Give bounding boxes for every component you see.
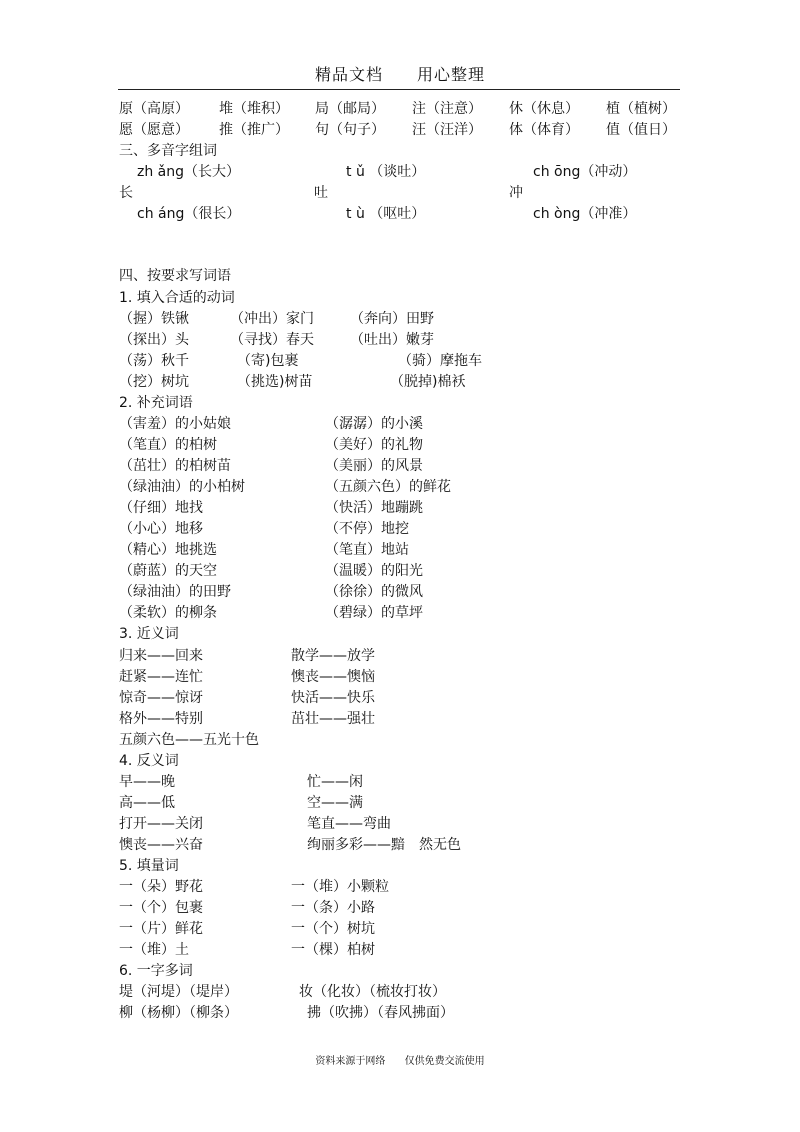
supplement-row	[0, 498, 423, 519]
verb-phrase: （探出）头	[119, 332, 189, 348]
measure-row	[0, 919, 375, 940]
antonym-pair: 空——满	[307, 795, 363, 811]
supplement-phrase: （精心）地挑选	[119, 542, 217, 558]
header-divider	[118, 89, 680, 90]
antonym-pair: 笔直——弯曲	[307, 816, 391, 832]
footer-source: 资料来源于网络	[315, 1056, 386, 1067]
section4-heading: 四、按要求写词语	[119, 268, 231, 284]
antonym-pair: 早——晚	[119, 774, 175, 790]
synonym-row	[0, 709, 375, 730]
synonym-pair: 懊丧——懊恼	[291, 669, 375, 685]
supplement-phrase: （温暖）的阳光	[325, 563, 423, 579]
verb-phrase: （脱掉)棉袄	[390, 374, 466, 390]
section3-heading: 三、多音字组词	[119, 143, 217, 159]
antonym-pair: 绚丽多彩——黯 然无色	[307, 837, 461, 853]
verb-phrase: （寻找）春天	[230, 332, 314, 348]
polyphone-reading: ch òng（冲准）	[533, 206, 637, 222]
measure-phrase: 一（个）树坑	[291, 921, 375, 937]
group-cell: 汪（汪洋）	[412, 122, 482, 138]
verbs-row	[0, 351, 482, 372]
supplement-phrase: （美丽）的风景	[325, 458, 423, 474]
supplement-phrase: （笔直）地站	[325, 542, 409, 558]
verb-phrase: （挑选)树苗	[237, 374, 313, 390]
antonym-pair: 高——低	[119, 795, 175, 811]
antonym-row	[0, 835, 461, 856]
multi-row	[0, 1003, 454, 1024]
synonym-pair: 快活——快乐	[291, 690, 375, 706]
supplement-phrase: （蔚蓝）的天空	[119, 563, 217, 579]
antonym-row	[0, 793, 363, 814]
supplement-heading: 2. 补充词语	[119, 395, 193, 411]
polyphone-reading: zh ǎng（长大）	[137, 164, 241, 180]
measure-row	[0, 940, 375, 961]
measure-row	[0, 877, 389, 898]
supplement-phrase: （碧绿）的草坪	[325, 605, 423, 621]
measure-row	[0, 898, 375, 919]
polyphone-top-row	[0, 162, 637, 183]
header-title-left: 精品文档	[314, 65, 383, 84]
antonym-pair: 打开——关闭	[119, 816, 203, 832]
synonym-pair: 归来——回来	[119, 648, 203, 664]
groups-row-1	[0, 99, 676, 120]
synonym-pair: 赶紧——连忙	[119, 669, 203, 685]
synonym-pair: 惊奇——惊讶	[119, 690, 203, 706]
multi-phrase: 拂（吹拂）（春风拂面）	[307, 1005, 454, 1021]
polyphone-char: 长	[119, 185, 133, 201]
verbs-row	[0, 372, 466, 393]
group-cell: 值（值日）	[606, 122, 676, 138]
supplement-row	[0, 561, 423, 582]
page-footer	[0, 1052, 800, 1067]
measure-heading: 5. 填量词	[119, 858, 179, 874]
supplement-phrase: （绿油油）的小柏树	[119, 479, 245, 495]
verb-phrase: （冲出）家门	[230, 311, 314, 327]
measure-phrase: 一（堆）土	[119, 942, 189, 958]
supplement-phrase: （笔直）的柏树	[119, 437, 217, 453]
measure-phrase: 一（片）鲜花	[119, 921, 203, 937]
group-cell: 推（推广）	[219, 122, 289, 138]
group-cell: 注（注意）	[412, 101, 482, 117]
multi-phrase: 柳（杨柳）（柳条）	[119, 1005, 238, 1021]
antonyms-heading: 4. 反义词	[119, 753, 179, 769]
antonym-pair: 懊丧——兴奋	[119, 837, 203, 853]
measure-phrase: 一（朵）野花	[119, 879, 203, 895]
supplement-phrase: （柔软）的柳条	[119, 605, 217, 621]
antonym-row	[0, 772, 363, 793]
supplement-phrase: （绿油油）的田野	[119, 584, 231, 600]
supplement-row	[0, 582, 423, 603]
polyphone-char: 吐	[314, 185, 328, 201]
supplement-phrase: （徐徐）的微风	[325, 584, 423, 600]
verb-phrase: （寄)包裹	[237, 353, 299, 369]
supplement-row	[0, 435, 423, 456]
synonym-row	[0, 730, 259, 751]
groups-row-2	[0, 120, 676, 141]
supplement-row	[0, 456, 423, 477]
supplement-phrase: （害羞）的小姑娘	[119, 416, 231, 432]
group-cell: 局（邮局）	[315, 101, 385, 117]
group-cell: 原（高原）	[119, 101, 189, 117]
supplement-row	[0, 477, 451, 498]
supplement-phrase: （仔细）地找	[119, 500, 203, 516]
synonym-row	[0, 688, 375, 709]
group-cell: 句（句子）	[315, 122, 385, 138]
supplement-row	[0, 603, 423, 624]
supplement-phrase: （小心）地移	[119, 521, 203, 537]
polyphone-char-row	[0, 183, 523, 204]
verb-phrase: （吐出）嫩芽	[350, 332, 434, 348]
supplement-phrase: （茁壮）的柏树苗	[119, 458, 231, 474]
measure-phrase: 一（棵）柏树	[291, 942, 375, 958]
antonym-row	[0, 814, 391, 835]
polyphone-reading: ch áng（很长）	[137, 206, 241, 222]
polyphone-bottom-row	[0, 204, 637, 225]
verb-phrase: （挖）树坑	[119, 374, 189, 390]
header-title-right: 用心整理	[417, 65, 486, 84]
measure-phrase: 一（条）小路	[291, 900, 375, 916]
synonym-row	[0, 646, 375, 667]
verbs-row	[0, 330, 434, 351]
polyphone-reading: t ǔ （谈吐）	[346, 164, 426, 180]
polyphone-reading: t ù （呕吐）	[346, 206, 426, 222]
supplement-phrase: （美好）的礼物	[325, 437, 423, 453]
supplement-phrase: （潺潺）的小溪	[325, 416, 423, 432]
page-header	[0, 62, 800, 85]
synonym-pair: 五颜六色——五光十色	[119, 732, 259, 748]
group-cell: 植（植树）	[606, 101, 676, 117]
supplement-row	[0, 414, 423, 435]
supplement-phrase: （不停）地挖	[325, 521, 409, 537]
synonym-pair: 格外——特别	[119, 711, 203, 727]
group-cell: 堆（堆积）	[219, 101, 289, 117]
antonym-pair: 忙——闲	[307, 774, 363, 790]
measure-phrase: 一（堆）小颗粒	[291, 879, 389, 895]
supplement-phrase: （五颜六色）的鲜花	[325, 479, 451, 495]
group-cell: 休（休息）	[509, 101, 579, 117]
supplement-row	[0, 519, 409, 540]
synonym-row	[0, 667, 375, 688]
synonyms-heading: 3. 近义词	[119, 626, 179, 642]
multi-row	[0, 982, 446, 1003]
verb-phrase: （荡）秋千	[119, 353, 189, 369]
supplement-row	[0, 540, 409, 561]
group-cell: 体（体育）	[509, 122, 579, 138]
polyphone-reading: ch ōng（冲动）	[533, 164, 637, 180]
verbs-heading: 1. 填入合适的动词	[119, 290, 235, 306]
multi-phrase: 妆（化妆）（梳妆打妆）	[299, 984, 446, 1000]
supplement-phrase: （快活）地蹦跳	[325, 500, 423, 516]
verb-phrase: （骑）摩拖车	[398, 353, 482, 369]
verb-phrase: （握）铁锹	[119, 311, 189, 327]
footer-usage: 仅供免费交流使用	[404, 1056, 485, 1067]
polyphone-char: 冲	[509, 185, 523, 201]
verb-phrase: （奔向）田野	[350, 311, 434, 327]
group-cell: 愿（愿意）	[119, 122, 189, 138]
synonym-pair: 茁壮——强壮	[291, 711, 375, 727]
measure-phrase: 一（个）包裹	[119, 900, 203, 916]
multi-phrase: 堤（河堤）（堤岸）	[119, 984, 238, 1000]
synonym-pair: 散学——放学	[291, 648, 375, 664]
multi-heading: 6. 一字多词	[119, 963, 193, 979]
verbs-row	[0, 309, 434, 330]
